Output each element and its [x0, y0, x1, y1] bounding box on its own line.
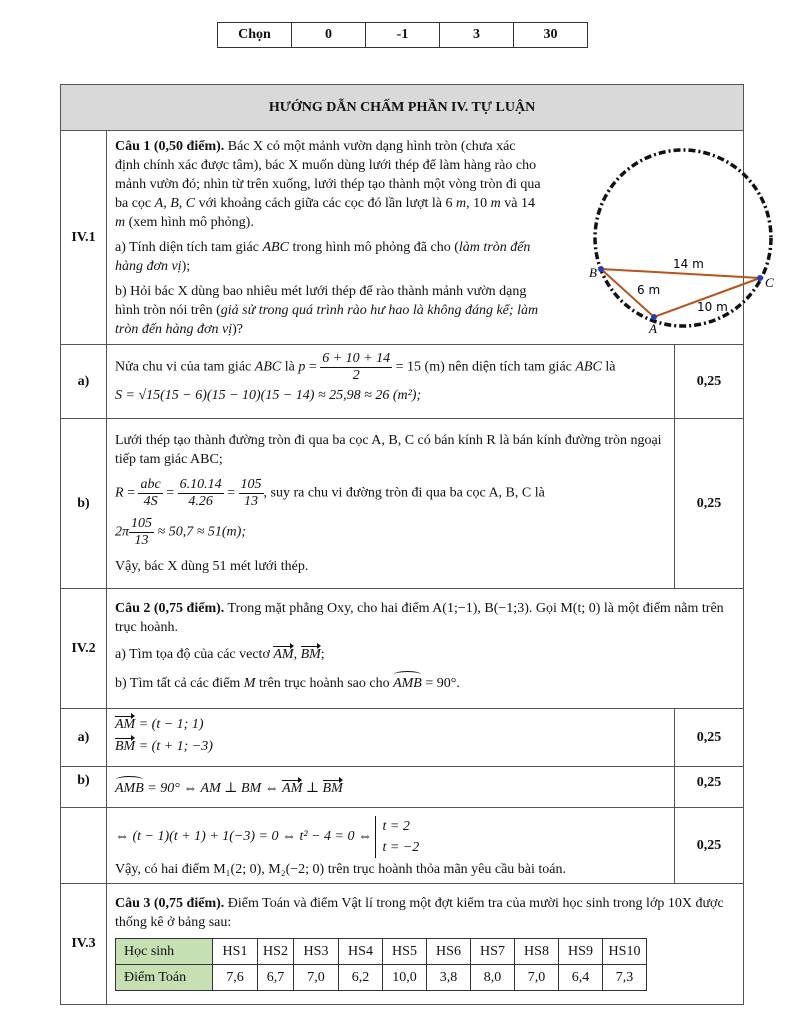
question-title: Câu 3 (0,75 điểm).	[115, 896, 225, 911]
part-label: a)	[61, 709, 107, 767]
score-cell: 10,0	[383, 965, 427, 991]
fraction: $\frac{6.10.14}{4.26}$	[179, 477, 222, 509]
answer-1b: Lưới thép tạo thành đường tròn đi qua ba cọc A, B, C có bán kính R là bán kính đường tròn ngoại tiếp tam giác ABC; R = $\frac{\text{abc}}{4S}$ = $\frac{6.10.14}{4.26}$ = $\frac{105}{13}$ , suy ra chu vi đường tròn đi qua ba cọc A, B, C là 2π $\frac{105}{13}$ ≈ 50,7 ≈ 51(m); Vậy, bác X dùng 51 mét lưới thép.	[107, 419, 675, 589]
score-cell: 7,0	[294, 965, 339, 991]
answer-2a: AM = (t − 1; 1) BM = (t + 1; −3)	[107, 709, 675, 767]
question-3: Câu 3 (0,75 điểm). Điểm Toán và điểm Vật lí trong một đợt kiểm tra của mười học sinh trong lớp 10X được thống kê ở bảng sau: Học sinh HS1 HS2 HS3 HS4 HS5 HS6 HS7 HS8 HS9 HS10 Điểm Toán 7,6 6,7 7,0 6,2 10,0 3,8 8,0 7,0 6,4 7,3	[107, 884, 744, 1005]
part-label: b)	[61, 767, 107, 808]
student-cell: HS3	[294, 939, 339, 965]
student-cell: HS7	[471, 939, 515, 965]
answer-1a: Nửa chu vi của tam giác ABC là p = $\frac{6 + 10 + 14}{2}$ = 15 (m) nên diện tích tam giác ABC là S = √15(15 − 6)(15 − 10)(15 − 14) ≈ 25,98 ≈ 26 (m²);	[107, 345, 675, 419]
score: 0,25	[675, 808, 744, 884]
answer-value: 3	[440, 23, 514, 48]
part-label: a)	[61, 345, 107, 419]
score-cell: 7,0	[515, 965, 559, 991]
answer-value: 30	[514, 23, 588, 48]
empty-label	[61, 808, 107, 884]
label-A: A	[649, 321, 657, 336]
part-label: b)	[61, 419, 107, 589]
table-row	[116, 939, 647, 965]
score-cell: 6,4	[559, 965, 603, 991]
label-AB: 6 m	[637, 283, 661, 297]
student-cell: HS6	[427, 939, 471, 965]
solution-system: t = 2 t = −2	[375, 816, 419, 858]
fraction: $\frac{105}{13}$	[131, 516, 153, 548]
question-1	[107, 131, 774, 345]
answer-2b: AMB = 90° ⇔ AM ⊥ BM ⇔ AM ⊥ BM	[107, 767, 675, 808]
section-header: HƯỚNG DẪN CHẤM PHẦN IV. TỰ LUẬN	[61, 85, 744, 131]
question-label: IV.3	[61, 884, 107, 1005]
fraction: $\frac{105}{13}$	[240, 477, 262, 509]
garden-circle	[595, 150, 771, 326]
circle-figure	[585, 137, 785, 337]
answer-2b-cont: ⇔ (t − 1)(t + 1) + 1(−3) = 0 ⇔ t² − 4 = 0 ⇔ t = 2 t = −2 Vậy, có hai điểm M₁(2; 0), M₂(−2; 0) trên trục hoành thỏa mãn yêu cầu bài toán.	[107, 808, 675, 884]
question-label: IV.1	[61, 131, 107, 345]
fraction: $\frac{\text{abc}}{4S}$	[140, 477, 161, 509]
point-A	[651, 314, 657, 320]
score: 0,25	[675, 709, 744, 767]
score-cell: 7,3	[603, 965, 647, 991]
label-C: C	[765, 275, 774, 290]
student-cell: HS1	[213, 939, 258, 965]
score-cell: 8,0	[471, 965, 515, 991]
label-AC: 10 m	[697, 300, 728, 314]
label-BC: 14 m	[673, 257, 704, 271]
table-row	[116, 965, 647, 991]
question-1-text: Câu 1 (0,50 điểm). Bác X có một mảnh vườn dạng hình tròn (chưa xác định chính xác được tâm), bác X muốn dùng lưới thép để làm hàng rào cho mảnh vườn đó; nhìn từ trên xuống, lưới thép tạo thành một vòng tròn đi qua ba cọc A, B, C với khoảng cách giữa các cọc đó lần lượt là 6 m, 10 m và 14 m (xem hình mô phỏng). a) Tính diện tích tam giác ABC trong hình mô phỏng đã cho (làm tròn đến hàng đơn vị); b) Hỏi bác X dùng bao nhiêu mét lưới thép để rào thành mảnh vườn dạng hình tròn nói trên (giả sử trong quá trình rào hư hao là không đáng kể; làm tròn đến hàng đơn vị)?	[115, 139, 541, 337]
score: 0,25	[675, 419, 744, 589]
question-label: IV.2	[61, 589, 107, 709]
area-formula: S = √15(15 − 6)(15 − 10)(15 − 14) ≈ 25,98 ≈ 26 (m²);	[115, 388, 422, 403]
score-table	[115, 938, 647, 991]
label-B: B	[589, 265, 597, 280]
table-header-cell: Điểm Toán	[116, 965, 213, 991]
score-cell: 6,7	[258, 965, 294, 991]
question-title: Câu 2 (0,75 điểm).	[115, 601, 225, 616]
score-cell: 3,8	[427, 965, 471, 991]
student-cell: HS9	[559, 939, 603, 965]
score: 0,25	[675, 345, 744, 419]
table-header-cell: Học sinh	[116, 939, 213, 965]
fraction: $\frac{6 + 10 + 14}{2}$	[322, 351, 391, 383]
answer-label: Chọn	[218, 23, 292, 48]
score-cell: 6,2	[339, 965, 383, 991]
answer-value: 0	[292, 23, 366, 48]
student-cell: HS8	[515, 939, 559, 965]
answer-value: -1	[366, 23, 440, 48]
grading-table	[60, 84, 774, 1005]
student-cell: HS10	[603, 939, 647, 965]
student-cell: HS5	[383, 939, 427, 965]
question-title: Câu 1 (0,50 điểm).	[115, 139, 225, 154]
point-B	[598, 266, 604, 272]
student-cell: HS2	[258, 939, 294, 965]
score-cell: 7,6	[213, 965, 258, 991]
point-C	[757, 275, 763, 281]
answer-table	[217, 22, 588, 48]
question-2: Câu 2 (0,75 điểm). Trong mặt phẳng Oxy, cho hai điểm A(1;−1), B(−1;3). Gọi M(t; 0) là một điểm nằm trên trục hoành. a) Tìm tọa độ của các vectơ AM, BM; b) Tìm tất cả các điểm M trên trục hoành sao cho AMB = 90°.	[107, 589, 744, 709]
score: 0,25	[675, 767, 744, 808]
student-cell: HS4	[339, 939, 383, 965]
